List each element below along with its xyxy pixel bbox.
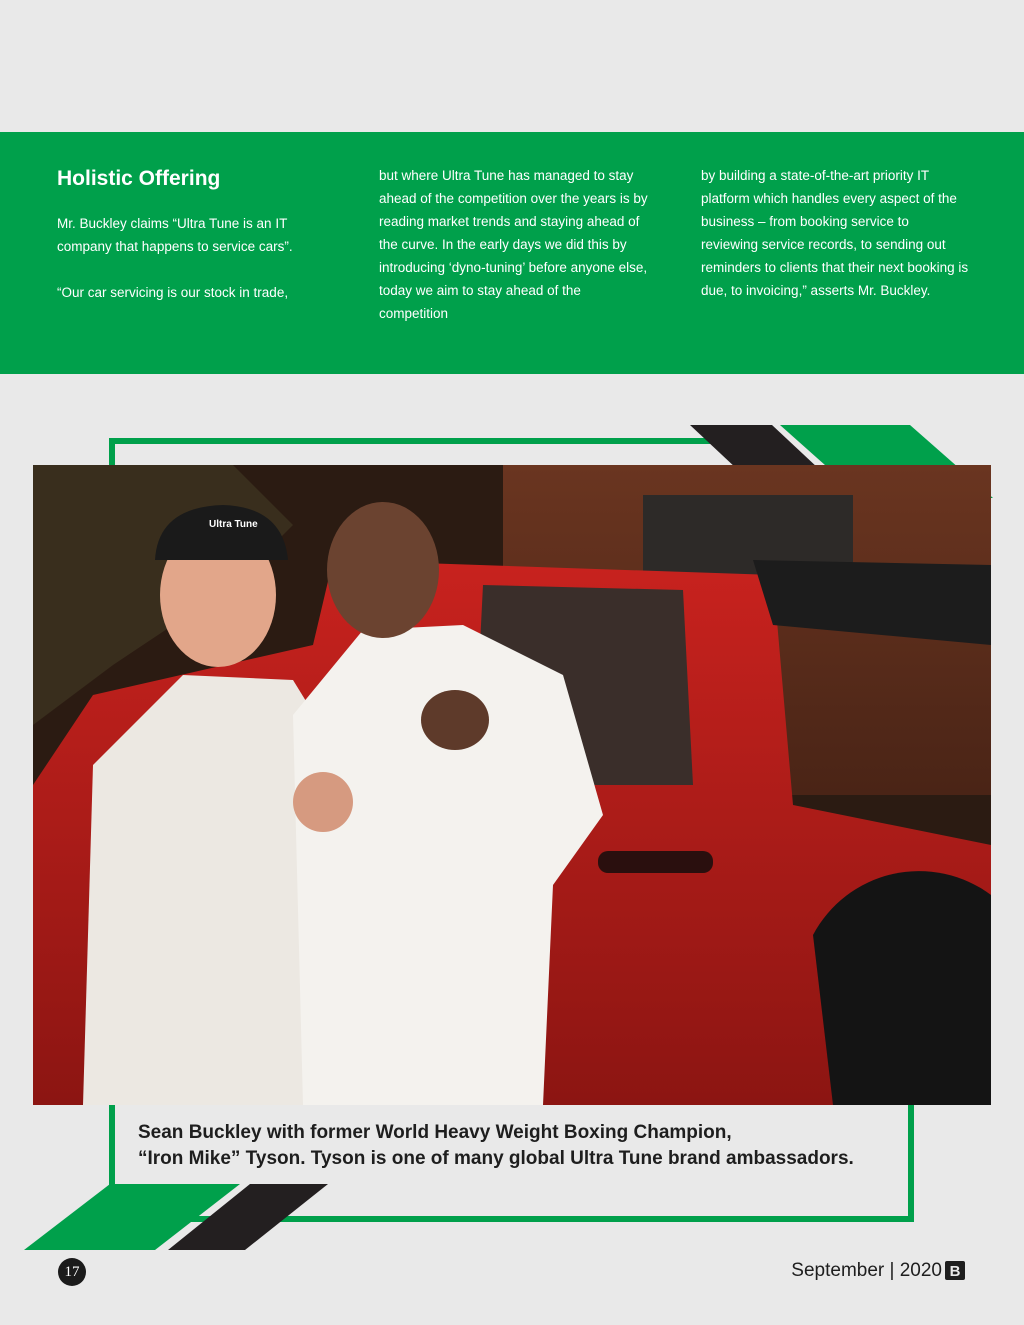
page-number: 17 bbox=[58, 1258, 86, 1286]
photo-illustration bbox=[33, 465, 991, 1105]
cap-logo-text: Ultra Tune bbox=[209, 519, 258, 530]
man-right-fist bbox=[421, 690, 489, 750]
caption-line-1: Sean Buckley with former World Heavy Weight Boxing Champion, bbox=[138, 1122, 732, 1143]
paragraph: Mr. Buckley claims “Ultra Tune is an IT company that happens to service cars”. bbox=[57, 216, 293, 254]
door-handle bbox=[598, 851, 713, 873]
issue-date: September | 2020 bbox=[791, 1260, 942, 1281]
photo-buckley-tyson bbox=[33, 465, 991, 1105]
section-heading: Holistic Offering bbox=[57, 167, 221, 190]
caption-line-2: “Iron Mike” Tyson. Tyson is one of many global Ultra Tune brand ambassadors. bbox=[138, 1148, 854, 1169]
paragraph: but where Ultra Tune has managed to stay ahead of the competition over the years is by reading market trends and staying ahead of the curve. In the early days we did this by introducing ‘dyno-tuning’ before anyone else, today we aim to stay ahead of the competition bbox=[379, 168, 648, 321]
man-right-face bbox=[327, 502, 439, 638]
man-left-fist bbox=[293, 772, 353, 832]
brand-letter: B bbox=[949, 1263, 961, 1280]
paragraph: by building a state-of-the-art priority IT platform which handles every aspect of the business – from booking service to reviewing service records, to sending out reminders to clients that their next booking is due, to invoicing,” asserts Mr. Buckley. bbox=[701, 168, 969, 298]
frame-top-line bbox=[112, 441, 720, 466]
brand-logo-icon bbox=[945, 1261, 965, 1280]
jeep-wheel bbox=[813, 871, 991, 1105]
paragraph: “Our car servicing is our stock in trade, bbox=[57, 285, 289, 300]
photo-caption bbox=[138, 1120, 908, 1172]
